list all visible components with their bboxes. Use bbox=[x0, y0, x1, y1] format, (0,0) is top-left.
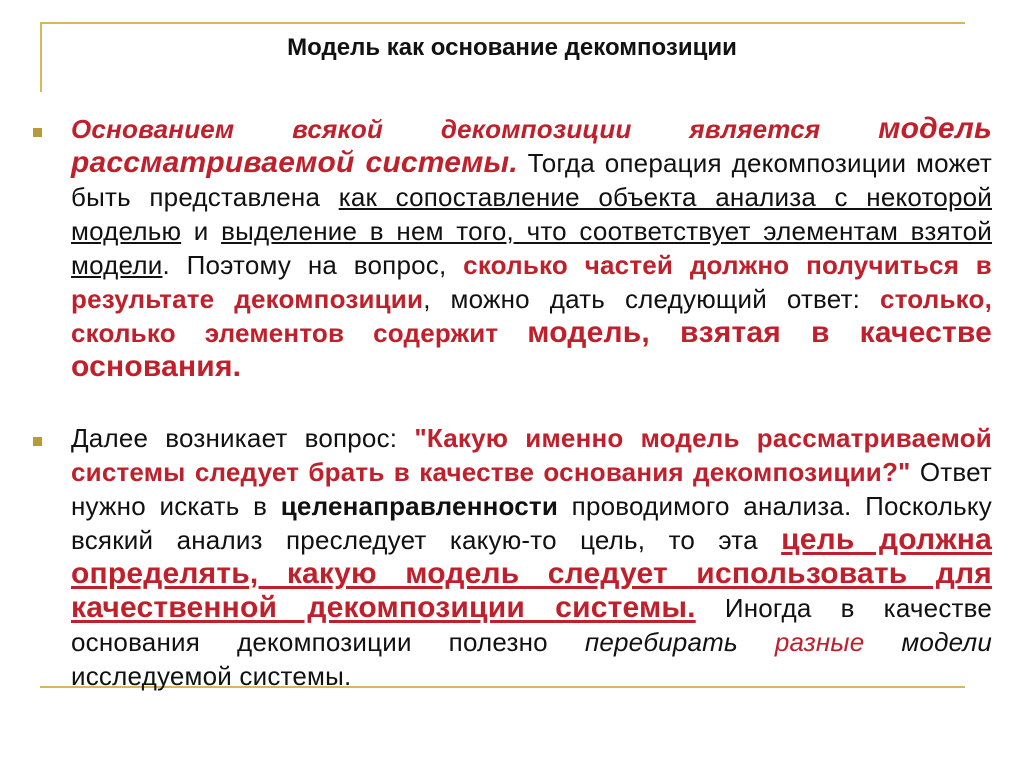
bullet-marker-1 bbox=[33, 128, 42, 137]
p1-segment: Тогда операция декомпозиции может быть представлена bbox=[71, 148, 992, 212]
p1-segment: столько, сколько элементов содержит bbox=[71, 284, 993, 348]
p2-segment: цель должна определять, какую модель следует использовать для качественной декомпозиции системы. bbox=[71, 523, 992, 624]
slide-title: Модель как основание декомпозиции bbox=[287, 34, 737, 61]
paragraph-1 bbox=[71, 112, 992, 384]
p1-segment: рассматриваемой системы. bbox=[71, 146, 518, 179]
p2-segment: целенаправленности bbox=[280, 491, 559, 521]
p2-segment bbox=[864, 627, 901, 657]
p2-segment: исследуемой системы. bbox=[71, 661, 352, 691]
p1-segment: как сопоставление объекта анализа с некоторой моделью bbox=[71, 182, 992, 246]
p2-segment: "Какую именно модель рассматриваемой системы следует брать в качестве основания декомпозиции?" bbox=[71, 423, 992, 487]
p1-segment: Основанием всякой декомпозиции является bbox=[71, 114, 821, 144]
p2-segment: Далее возникает вопрос: bbox=[71, 423, 415, 453]
p1-segment: . Поэтому на вопрос, bbox=[162, 250, 464, 280]
bullet-marker-2 bbox=[33, 437, 42, 446]
p2-segment bbox=[738, 627, 775, 657]
p1-segment: и bbox=[181, 216, 222, 246]
p1-segment: модель, взятая в качестве основания. bbox=[71, 316, 992, 383]
p2-segment: Иногда в качестве основания декомпозиции полезно bbox=[71, 593, 993, 657]
p2-segment: Ответ нужно искать в bbox=[71, 457, 992, 521]
p2-segment: разные bbox=[774, 627, 865, 657]
p1-segment: выделение в нем того, что соответствует элементам взятой модели bbox=[71, 216, 992, 280]
p2-segment: проводимого анализа. Поскольку всякий анализ преследует какую-то цель, то эта bbox=[71, 491, 992, 555]
p2-segment: модели bbox=[901, 627, 992, 657]
p2-segment: перебирать bbox=[584, 627, 738, 657]
p1-segment: модель bbox=[878, 112, 992, 145]
paragraph-2 bbox=[71, 421, 992, 693]
p1-segment: сколько частей должно получиться в результате декомпозиции bbox=[71, 250, 992, 314]
p1-segment: , можно дать следующий ответ: bbox=[423, 284, 881, 314]
top-rule bbox=[40, 22, 965, 24]
